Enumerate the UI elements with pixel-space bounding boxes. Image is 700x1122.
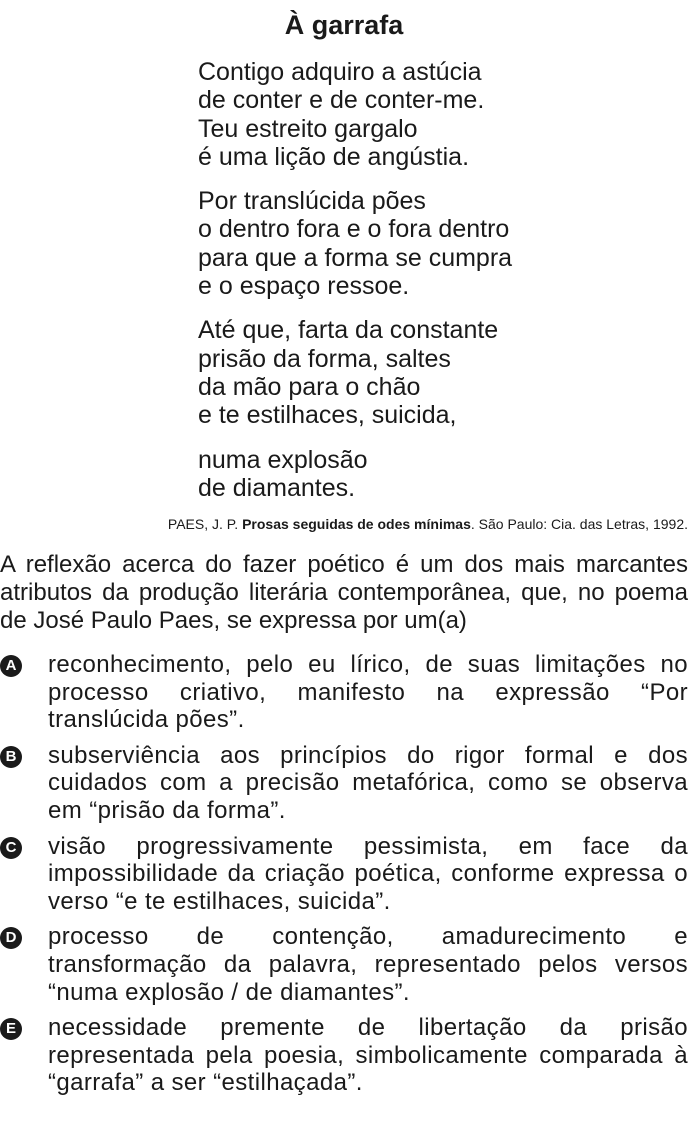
option-letter-badge: B xyxy=(0,746,22,768)
verse: de conter e de conter-me. xyxy=(198,86,485,115)
answer-options xyxy=(0,651,688,1105)
option-a[interactable] xyxy=(0,651,688,734)
reference-author: PAES, J. P. xyxy=(167,516,239,532)
reference-publisher: . São Paulo: Cia. das Letras, 1992. xyxy=(470,516,688,532)
reference-book-title: Prosas seguidas de odes mínimas xyxy=(242,516,471,532)
option-text: visão progressivamente pessimista, em face da impossibilidade da criação poética, conforme expressa o verso “e te estilhaces, suicida”. xyxy=(48,832,688,915)
stanza xyxy=(198,58,512,171)
option-text: necessidade premente de libertação da prisão representada pela poesia, simbolicamente comparada à “garrafa” a ser “estilhaçada”. xyxy=(48,1014,688,1097)
verse: Por translúcida pões xyxy=(198,187,426,216)
stanza xyxy=(198,187,512,300)
option-text: processo de contenção, amadurecimento e transformação da palavra, representado pelos versos “numa explosão / de diamantes”. xyxy=(48,923,688,1006)
option-text: subserviência aos princípios do rigor formal e dos cuidados com a precisão metafórica, como se observa em “prisão da forma”. xyxy=(48,741,688,824)
verse: Contigo adquiro a astúcia xyxy=(198,58,482,86)
poem-title: À garrafa xyxy=(284,10,404,40)
stanza xyxy=(198,446,512,503)
verse: Até que, farta da constante xyxy=(198,316,499,345)
option-letter-badge: A xyxy=(0,655,22,677)
verse: o dentro fora e o fora dentro xyxy=(198,215,510,244)
verse: prisão da forma, saltes xyxy=(198,344,451,373)
option-c[interactable] xyxy=(0,833,688,916)
poem-body xyxy=(198,58,512,518)
verse: para que a forma se cumpra xyxy=(198,243,513,272)
verse: e te estilhaces, suicida, xyxy=(198,401,457,430)
option-letter-badge: E xyxy=(0,1018,22,1040)
question-stem: A reflexão acerca do fazer poético é um dos mais marcantes atributos da produção literária contemporânea, que, no poema de José Paulo Paes, se expressa por um(a) xyxy=(0,551,688,634)
option-d[interactable] xyxy=(0,923,688,1006)
verse: de diamantes. xyxy=(198,473,356,502)
verse: da mão para o chão xyxy=(198,372,421,401)
option-letter-badge: C xyxy=(0,837,22,859)
bibliographic-reference xyxy=(168,515,688,533)
verse: é uma lição de angústia. xyxy=(198,142,470,171)
stanza xyxy=(198,316,512,429)
verse: numa explosão xyxy=(198,445,368,474)
option-b[interactable] xyxy=(0,742,688,825)
option-text: reconhecimento, pelo eu lírico, de suas limitações no processo criativo, manifesto na expressão “Por translúcida pões”. xyxy=(48,651,688,734)
verse: e o espaço ressoe. xyxy=(198,272,410,301)
option-e[interactable] xyxy=(0,1014,688,1097)
verse: Teu estreito gargalo xyxy=(198,114,418,143)
option-letter-badge: D xyxy=(0,927,22,949)
